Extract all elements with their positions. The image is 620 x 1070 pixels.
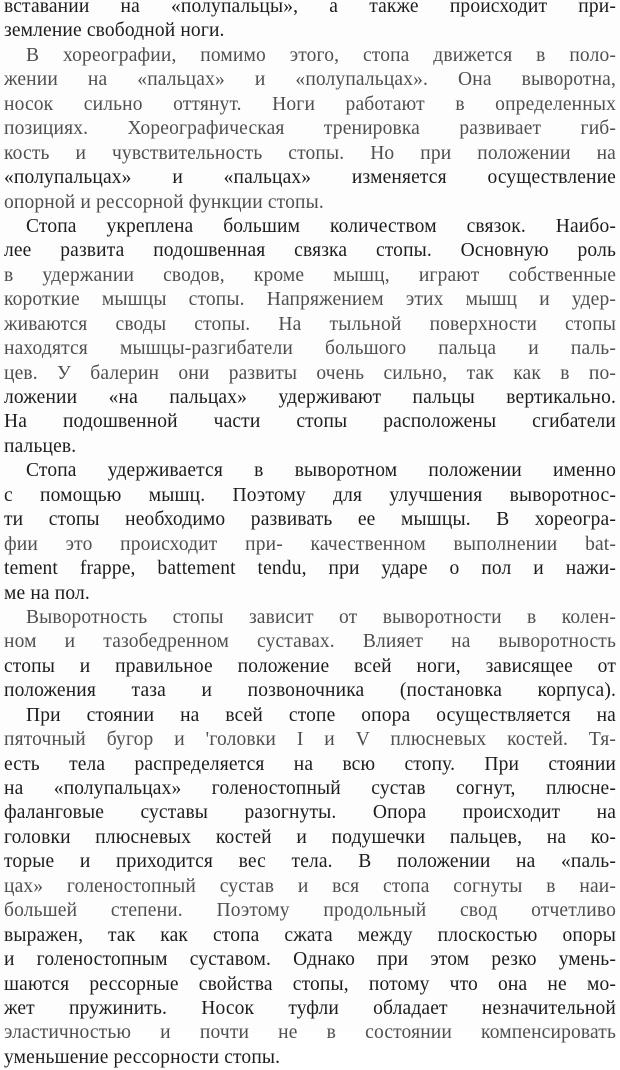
text-line: В хореографии, помимо этого, стопа движется в поло- <box>26 44 616 66</box>
text-line: вставании на «полупальцы», а также происходит при- <box>4 0 616 17</box>
text-line: торые и приходится вес тела. В положении на «паль- <box>4 851 616 873</box>
text-line: кость и чувствительность стопы. Но при положении на <box>4 142 616 164</box>
text-line: опорной и рессорной функции стопы. <box>4 191 324 213</box>
text-line: ти стопы необходимо развивать ее мышцы. В хореогра- <box>4 509 616 531</box>
text-line: позициях. Хореографическая тренировка развивает гиб- <box>4 118 616 140</box>
text-line: Стопа удерживается в выворотном положении именно <box>26 460 616 482</box>
text-line: на «полупальцах» голеностопный сустав согнут, плюсне- <box>4 778 616 799</box>
text-line: находятся мышцы-разгибатели большого пальца и паль- <box>4 338 616 360</box>
text-line: с помощью мышц. Поэтому для улучшения выворотнос- <box>4 484 616 506</box>
document-text <box>4 0 616 1070</box>
text-line: фаланговые суставы разогнуты. Опора происходит на <box>4 802 616 824</box>
text-line: пальцев. <box>4 435 77 457</box>
text-line: короткие мышцы стопы. Напряжением этих мышц и удер- <box>4 289 616 311</box>
text-line: Выворотность стопы зависит от выворотности в колен- <box>26 606 616 628</box>
text-line: ложении «на пальцах» удерживают пальцы вертикально. <box>4 387 616 408</box>
text-line: большей степени. Поэтому продольный свод отчетливо <box>4 900 616 922</box>
text-line: лее развита подошвенная связка стопы. Основную роль <box>4 240 616 262</box>
text-line: «полупальцах» и «пальцах» изменяется осуществление <box>4 167 616 189</box>
text-line: цах» голеностопный сустав и вся стопа согнуты в наи- <box>4 875 616 897</box>
text-line: уменьшение рессорности стопы. <box>4 1046 281 1068</box>
text-line: земление свободной ноги. <box>4 20 225 42</box>
text-line: эластичностью и почти не в состоянии компенсировать <box>4 1022 616 1044</box>
text-line: живаются своды стопы. На тыльной поверхности стопы <box>4 313 616 335</box>
text-line: головки плюсневых костей и подушечки пальцев, на ко- <box>4 826 616 848</box>
text-line: ме на пол. <box>4 582 90 604</box>
text-line: На подошвенной части стопы расположены сгибатели <box>4 411 616 433</box>
text-line: положения таза и позвоночника (постановка корпуса). <box>4 680 616 702</box>
text-line: и голеностопным суставом. Однако при этом резко умень- <box>4 949 616 971</box>
text-line: фии это происходит при- качественном выполнении bat- <box>4 533 616 555</box>
text-line: носок сильно оттянут. Ноги работают в определенных <box>4 93 616 115</box>
text-line: Стопа укреплена большим количеством связок. Наибо- <box>26 215 616 237</box>
text-line: ном и тазобедренном суставах. Влияет на выворотность <box>4 631 616 653</box>
text-line: При стоянии на всей стопе опора осуществляется на <box>26 704 616 726</box>
text-line: жении на «пальцах» и «полупальцах». Она выворотна, <box>4 69 616 91</box>
text-line: пяточный бугор и 'головки I и V плюсневых костей. Тя- <box>4 729 616 751</box>
text-line: tement frappe, battement tendu, при ударе о пол и нажи- <box>4 558 616 580</box>
text-line: шаются рессорные свойства стопы, потому что она не мо- <box>4 973 616 995</box>
text-line: в удержании сводов, кроме мышц, играют собственные <box>4 264 616 286</box>
text-line: выражен, так как стопа сжата между плоскостью опоры <box>4 924 616 946</box>
text-line: жет пружинить. Носок туфли обладает незначительной <box>4 997 616 1019</box>
text-line: есть тела распределяется на всю стопу. При стоянии <box>4 753 616 775</box>
text-line: стопы и правильное положение всей ноги, зависящее от <box>4 655 616 677</box>
text-line: цев. У балерин они развиты очень сильно, так как в по- <box>4 362 616 384</box>
